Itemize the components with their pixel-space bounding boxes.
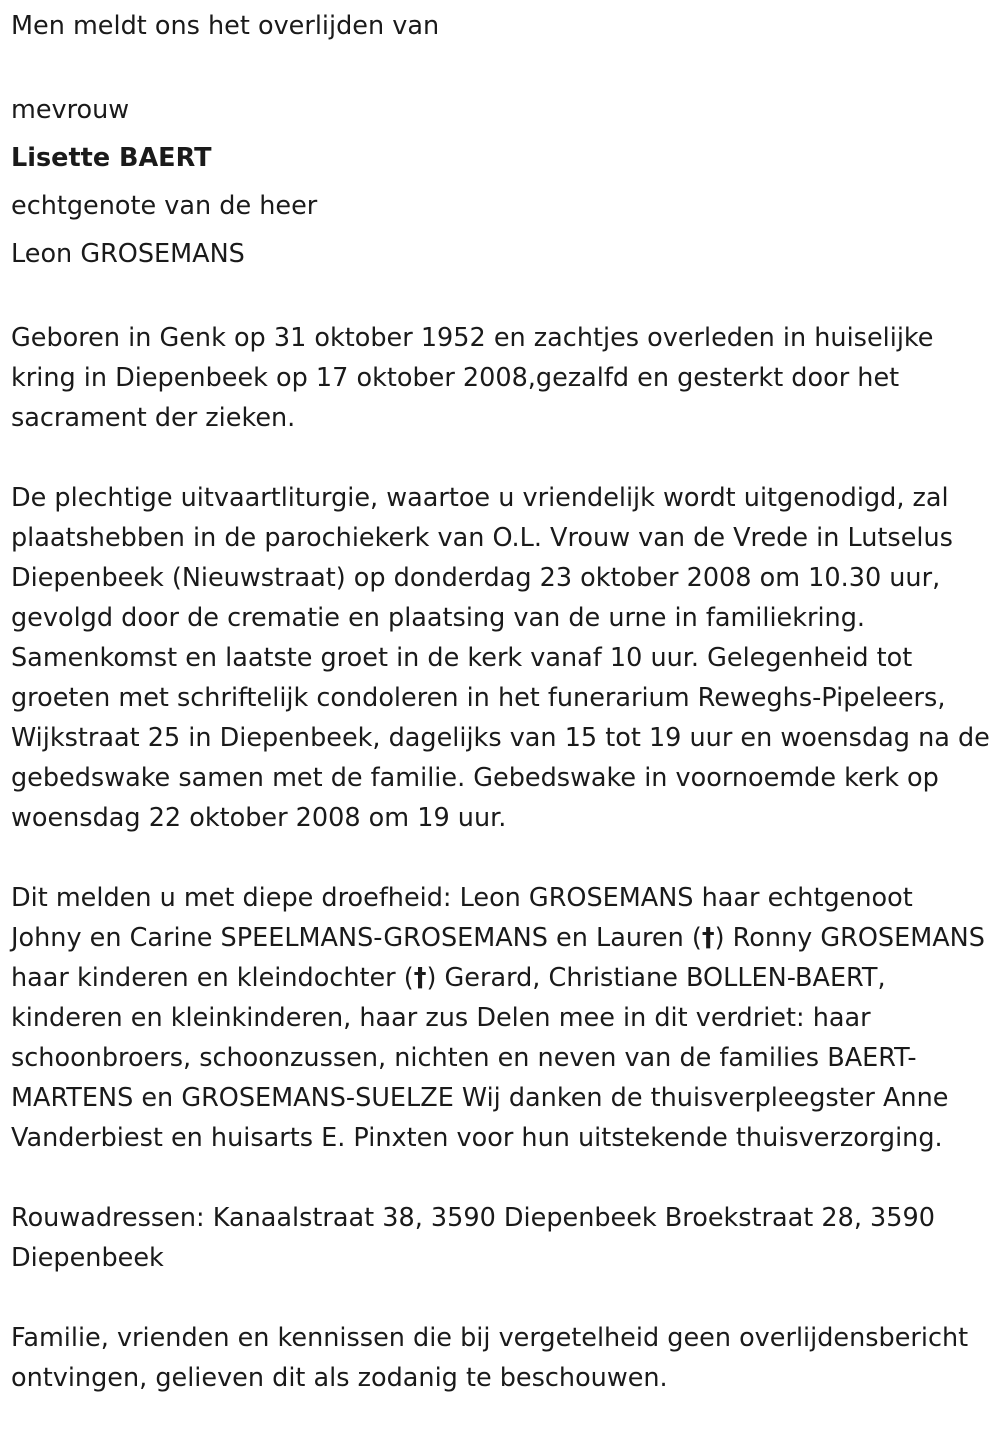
spacer <box>11 1278 991 1318</box>
spacer <box>11 46 991 86</box>
deceased-name: Lisette BAERT <box>11 143 212 173</box>
spacer <box>11 1158 991 1198</box>
cross-icon: † <box>701 923 715 953</box>
spacer <box>11 438 991 478</box>
family-paragraph <box>11 878 991 1158</box>
spacer <box>11 838 991 878</box>
spacer <box>11 278 991 318</box>
intro-line: Men meldt ons het overlijden van <box>11 11 440 41</box>
funeral-info-paragraph: De plechtige uitvaartliturgie, waartoe u vriendelijk wordt uitgenodigd, zal plaatshebben in de parochiekerk van O.L. Vrouw van de Vrede in Lutselus Diepenbeek (Nieuwstraat) op donderdag 23 oktober 2008 om 10.30 uur, gevolgd door de crematie en plaatsing van de urne in familiekring. Samenkomst en laatste groet in de kerk vanaf 10 uur. Gelegenheid tot groeten met schriftelijk condoleren in het funerarium Reweghs-Pipeleers, Wijkstraat 25 in Diepenbeek, dagelijks van 15 tot 19 uur en woensdag na de gebedswake samen met de familie. Gebedswake in voornoemde kerk op woensdag 22 oktober 2008 om 19 uur. <box>11 483 990 833</box>
spouse-relation: echtgenote van de heer <box>11 191 318 221</box>
family-text-part1: Dit melden u met diepe droefheid: Leon GROSEMANS haar echtgenoot Johny en Carine SPEELMANS-GROSEMANS en Lauren ( <box>11 883 913 953</box>
addresses-paragraph: Rouwadressen: Kanaalstraat 38, 3590 Diepenbeek Broekstraat 28, 3590 Diepenbeek <box>11 1203 935 1273</box>
salutation: mevrouw <box>11 95 130 125</box>
birth-death-paragraph: Geboren in Genk op 31 oktober 1952 en zachtjes overleden in huiselijke kring in Diepenbeek op 17 oktober 2008,gezalfd en gesterkt door het sacrament der zieken. <box>11 323 934 433</box>
family-text-part3: ) Gerard, Christiane BOLLEN-BAERT, kinderen en kleinkinderen, haar zus Delen mee in dit verdriet: haar schoonbroers, schoonzussen, nichten en neven van de families BAERT-MARTENS en GROSEMANS-SUELZE Wij danken de thuisverpleegster Anne Vanderbiest en huisarts E. Pinxten voor hun uitstekende thuisverzorging. <box>11 963 949 1153</box>
spouse-name: Leon GROSEMANS <box>11 239 245 269</box>
closing-paragraph: Familie, vrienden en kennissen die bij vergetelheid geen overlijdensbericht ontvingen, gelieven dit als zodanig te beschouwen. <box>11 1323 969 1393</box>
cross-icon: † <box>413 963 427 993</box>
obituary-document <box>11 6 991 1398</box>
family-text-part2: ) Ronny GROSEMANS haar kinderen en kleindochter ( <box>11 923 985 993</box>
